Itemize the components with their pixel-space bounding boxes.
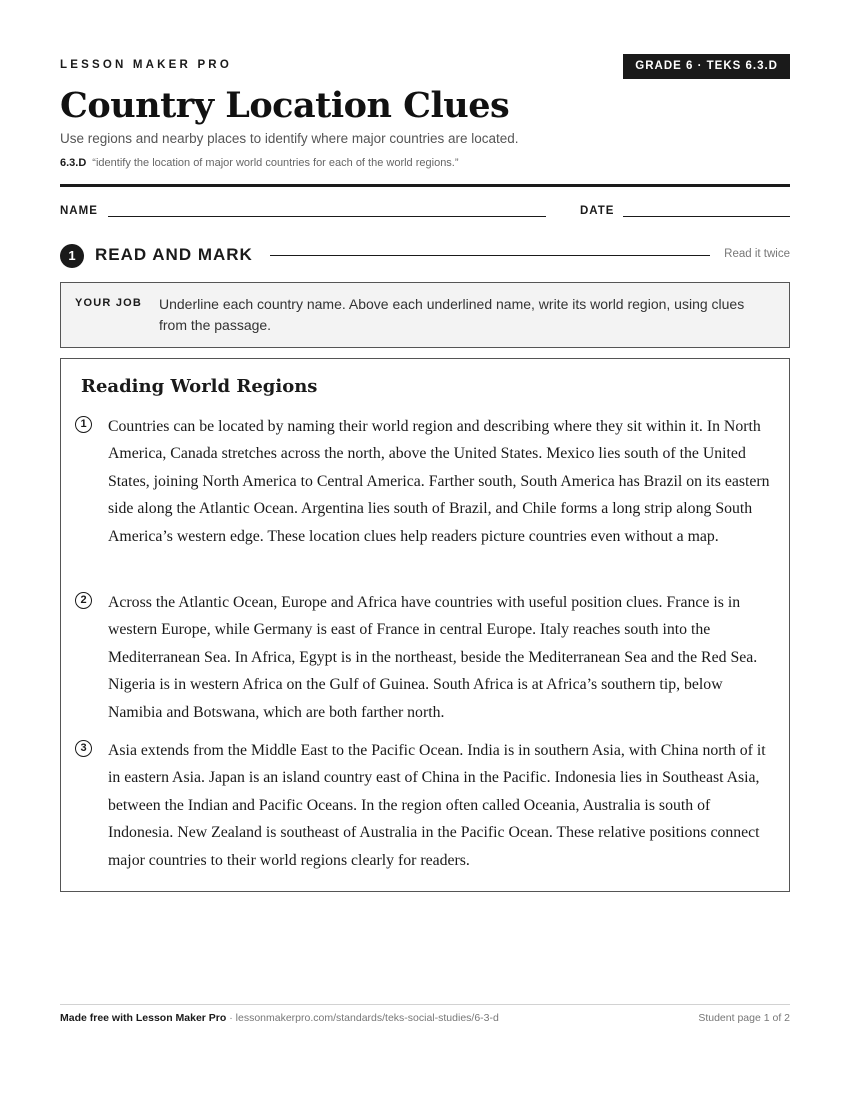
paragraph-number-badge: 3	[75, 740, 92, 757]
footer-credit	[60, 1012, 499, 1024]
your-job-label: YOUR JOB	[75, 297, 143, 309]
paragraph-number-badge: 1	[75, 416, 92, 433]
standard-text: “identify the location of major world countries for each of the world regions.”	[92, 157, 459, 169]
footer-page-number: Student page 1 of 2	[698, 1012, 790, 1024]
footer-made-with: Made free with Lesson Maker Pro	[60, 1012, 227, 1024]
your-job-instructions: Underline each country name. Above each underlined name, write its world region, using clues from the passage.	[159, 296, 745, 333]
passage-paragraph[interactable]: Countries can be located by naming their world region and describing where they sit within it. In North America, Canada stretches across the north, above the United States. Mexico lies south of the United States, joining North America to Central America. Farther south, South America has Brazil on its eastern side along the Atlantic Ocean. Argentina lies south of Brazil, and Chile forms a long strip along South America’s western edge. These location clues help readers picture countries even without a map.	[108, 418, 770, 545]
footer-divider	[60, 1004, 790, 1005]
worksheet-page	[60, 0, 790, 1100]
section-divider	[270, 255, 710, 256]
page-subtitle: Use regions and nearby places to identify where major countries are located.	[60, 131, 519, 146]
section-number-badge: 1	[60, 244, 84, 268]
footer-url[interactable]: · lessonmakerpro.com/standards/teks-social-studies/6-3-d	[226, 1012, 499, 1024]
reading-passage-box	[60, 358, 790, 892]
header-divider	[60, 184, 790, 187]
paragraph-number-badge: 2	[75, 592, 92, 609]
brand-name: LESSON MAKER PRO	[60, 59, 232, 71]
passage-paragraph[interactable]: Across the Atlantic Ocean, Europe and Africa have countries with useful position clues. France is in western Europe, while Germany is east of France in central Europe. Italy reaches south into the Mediterranean Sea. In Africa, Egypt is in the northeast, beside the Mediterranean Sea and the Red Sea. Nigeria is in western Africa on the Gulf of Guinea. South Africa is at Africa’s southern tip, below Namibia and Botswana, which are both farther north.	[108, 594, 758, 721]
page-title: Country Location Clues	[60, 85, 510, 126]
grade-badge: GRADE 6 · TEKS 6.3.D	[623, 54, 790, 79]
section-note: Read it twice	[724, 248, 790, 260]
passage-paragraph[interactable]: Asia extends from the Middle East to the Pacific Ocean. India is in southern Asia, with China north of it in eastern Asia. Japan is an island country east of China in the Pacific. Indonesia lies in Southeast Asia, between the Indian and Pacific Oceans. In the region often called Oceania, Australia is south of Indonesia. New Zealand is southeast of Australia in the Pacific Ocean. These relative positions connect major countries to their world regions clearly for readers.	[108, 742, 766, 869]
your-job-box	[60, 282, 790, 348]
standard-line	[60, 157, 459, 169]
reading-title: Reading World Regions	[81, 376, 318, 397]
name-field[interactable]	[108, 216, 546, 217]
date-label: DATE	[580, 205, 615, 217]
date-field[interactable]	[623, 216, 790, 217]
name-label: NAME	[60, 205, 98, 217]
standard-code: 6.3.D	[60, 157, 87, 169]
section-title: READ AND MARK	[95, 245, 253, 264]
